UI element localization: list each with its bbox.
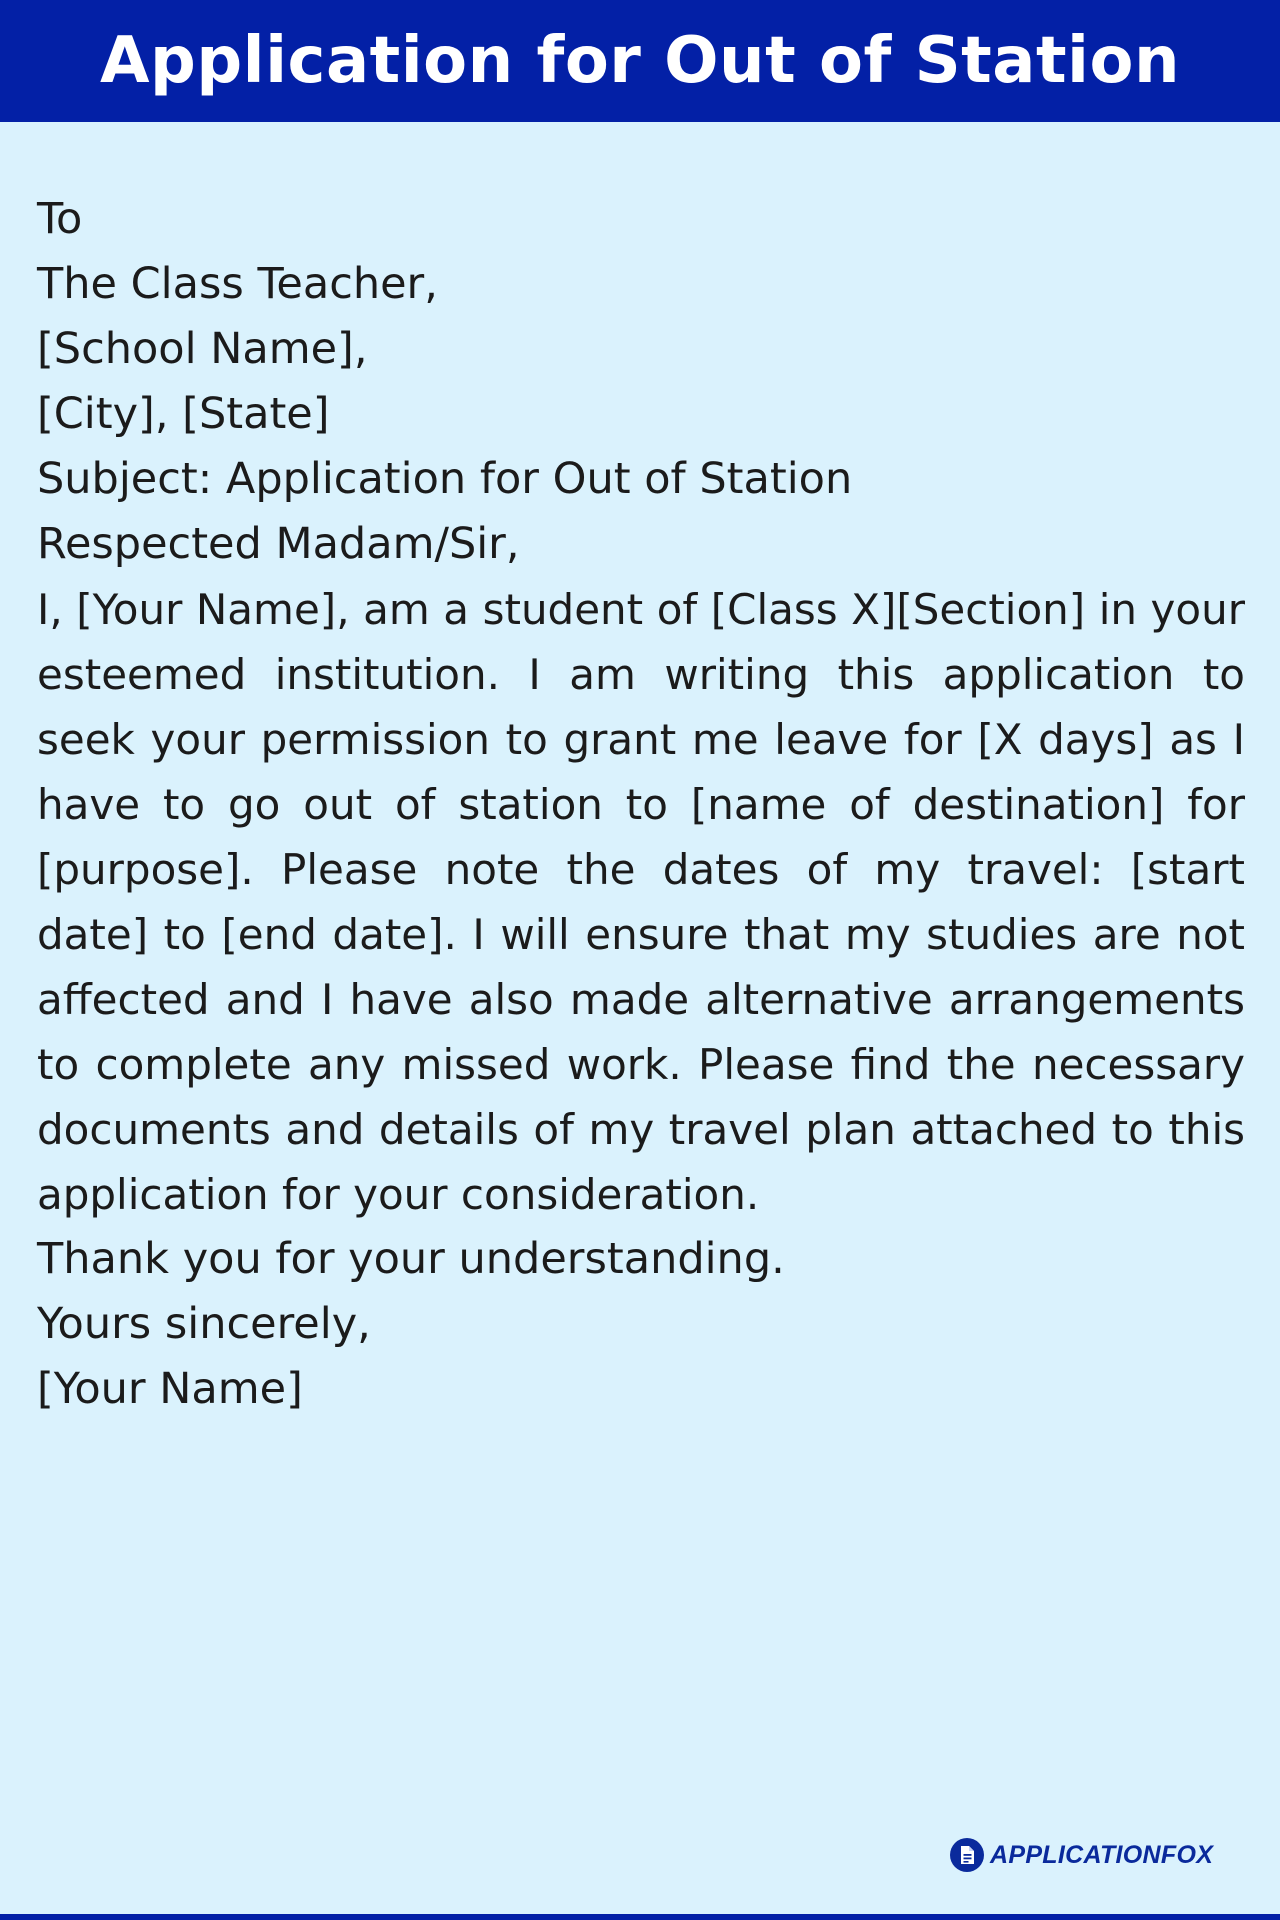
address-school: [School Name], <box>37 324 368 374</box>
subject-line: Subject: Application for Out of Station <box>37 454 853 504</box>
bottom-bar <box>0 1914 1280 1920</box>
brand-name: APPLICATIONFOX <box>990 1840 1214 1869</box>
closing-block <box>37 1292 1245 1422</box>
page-title: Application for Out of Station <box>99 24 1181 98</box>
closing-name: [Your Name] <box>37 1364 303 1414</box>
thanks-line: Thank you for your understanding. <box>37 1234 785 1284</box>
address-recipient: The Class Teacher, <box>37 259 438 309</box>
address-to: To <box>37 194 83 244</box>
closing-signoff: Yours sincerely, <box>37 1299 371 1349</box>
address-location: [City], [State] <box>37 389 330 439</box>
header-banner <box>0 0 1280 122</box>
body-paragraph: I, [Your Name], am a student of [Class X][Section] in your esteemed institution. I am writing this application to seek your permission to grant me leave for [X days] as I have to go out of station to [name of destination] for [purpose]. Please note the dates of my travel: [start date] to [end date]. I will ensure that my studies are not affected and I have also made alternative arrangements to complete any missed work. Please find the necessary documents and details of my travel plan attached to this application for your consideration. <box>37 585 1245 1219</box>
address-block <box>37 187 1245 447</box>
letter-body <box>37 187 1245 1422</box>
brand-logo <box>950 1838 1213 1872</box>
salutation: Respected Madam/Sir, <box>37 519 520 569</box>
document-icon <box>950 1838 984 1872</box>
